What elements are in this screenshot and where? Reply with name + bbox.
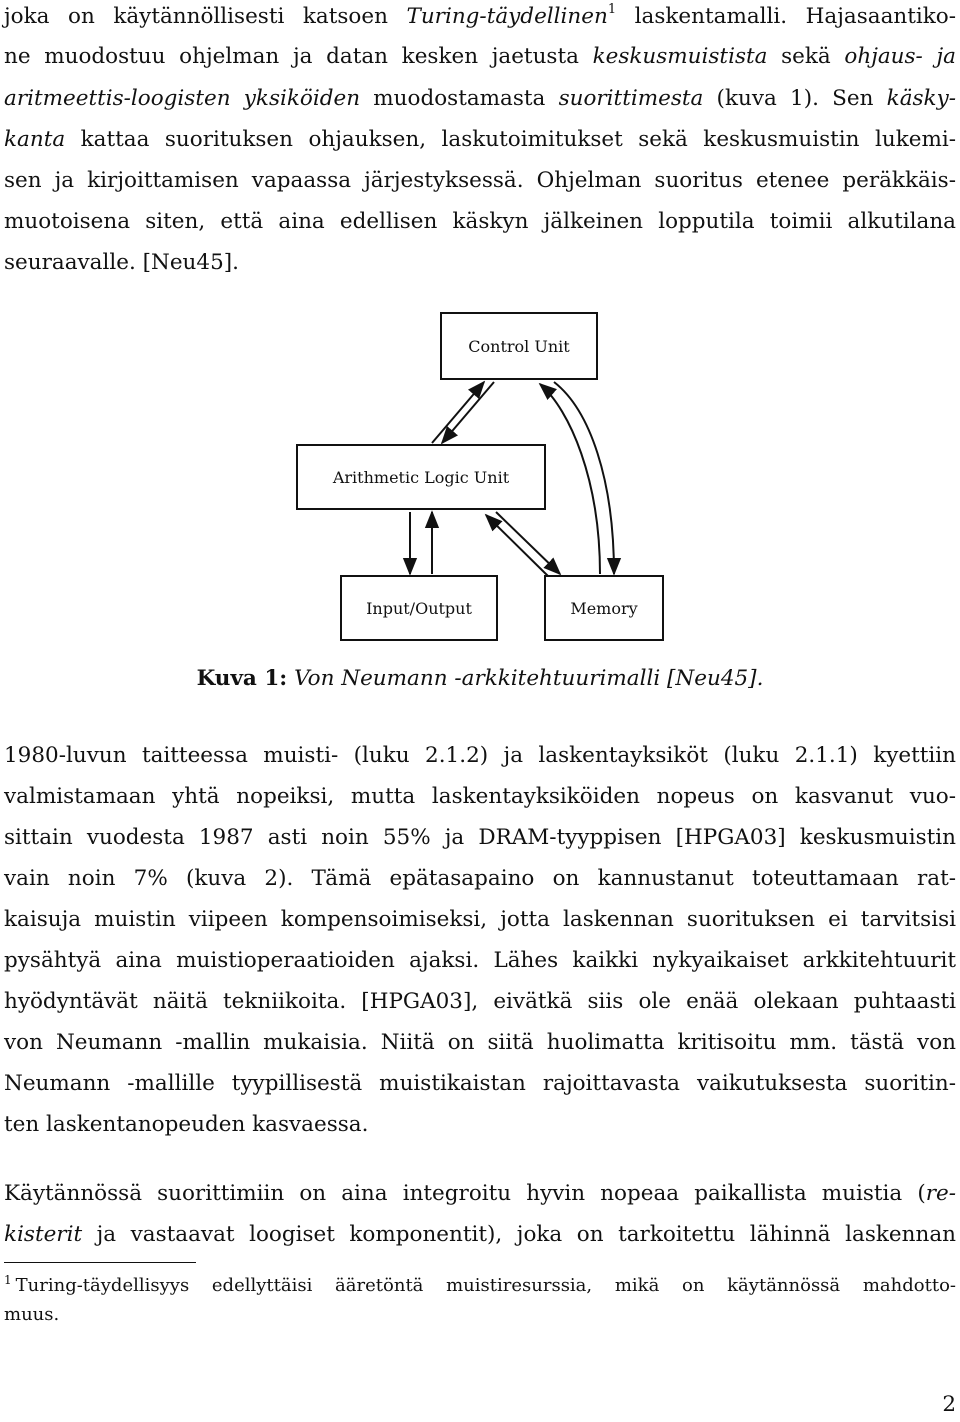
paragraph2-line1: 1980-luvun taitteessa muisti- (luku 2.1.2) ja laskentayksiköt (luku 2.1.1) kyettiin: [4, 743, 956, 768]
paragraph2-line4: vain noin 7% (kuva 2). Tämä epätasapaino on kannustanut toteuttamaan rat-: [4, 866, 956, 891]
paragraph2-line10: ten laskentanopeuden kasvaessa.: [4, 1112, 369, 1137]
alu-label: Arithmetic Logic Unit: [332, 467, 510, 487]
paragraph2-line7: hyödyntävät näitä tekniikoita. [HPGA03], eivätkä siis ole enää olekaan puhtaasti: [4, 989, 956, 1014]
caption-text: Von Neumann -arkkitehtuurimalli [Neu45].: [294, 666, 764, 691]
paragraph1-line1: joka on käytännöllisesti katsoen Turing-täydellinen$^1$ laskentamalli. Hajasaantiko-: [4, 1, 956, 29]
paragraph2-line5: kaisuja muistin viipeen kompensoimiseksi, jotta laskennan suorituksen ei tarvitsisi: [4, 907, 956, 932]
caption-label: Kuva 1:: [196, 666, 288, 691]
arrow-memory-to-alu: [486, 515, 550, 578]
paragraph3-line2: kisterit ja vastaavat loogiset komponentit), joka on tarkoitettu lähinnä laskennan: [4, 1222, 956, 1247]
footnote-line1: $^1$ Turing-täydellisyys edellyttäisi ääretöntä muistiresurssia, mikä on käytännössä mahdotto-: [4, 1273, 956, 1296]
paragraph2-line9: Neumann -mallille tyypillisestä muistikaistan rajoittavasta vaikutuksesta suoritin-: [4, 1071, 956, 1096]
io-label: Input/Output: [366, 598, 472, 618]
von-neumann-diagram: [0, 300, 960, 660]
paragraph2-line2: valmistamaan yhtä nopeiksi, mutta laskentayksiköiden nopeus on kasvanut vuo-: [4, 784, 956, 809]
memory-box: [544, 575, 664, 641]
paragraph1-line5: sen ja kirjoittamisen vapaassa järjestyksessä. Ohjelman suoritus etenee peräkkäis-: [4, 168, 956, 193]
footnote-mark: 1: [4, 1273, 12, 1287]
paragraph1-line4: kanta kattaa suorituksen ohjauksen, laskutoimitukset sekä keskusmuistin lukemi-: [4, 127, 956, 152]
paragraph1-line3: aritmeettis-loogisten yksiköiden muodostamasta suorittimesta (kuva 1). Sen käsky-: [4, 86, 956, 111]
footnote-line2: muus.: [4, 1304, 60, 1325]
paragraph1-line7: seuraavalle. [Neu45].: [4, 250, 239, 275]
arrow-cu-to-alu: [442, 382, 494, 443]
alu-box: [296, 444, 546, 510]
io-box: [340, 575, 498, 641]
paragraph1-line2: ne muodostuu ohjelman ja datan kesken jaetusta keskusmuistista sekä ohjaus- ja: [4, 44, 956, 69]
paragraph3-line1: Käytännössä suorittimiin on aina integroitu hyvin nopeaa paikallista muistia (re-: [4, 1181, 956, 1206]
paragraph1-line6: muotoisena siten, että aina edellisen käskyn jälkeinen lopputila toimii alkutilana: [4, 209, 956, 234]
memory-label: Memory: [570, 598, 638, 618]
arrow-alu-to-cu: [432, 382, 484, 443]
page-number: 2: [942, 1392, 956, 1417]
footnote-rule: [4, 1262, 196, 1263]
paragraph2-line3: sittain vuodesta 1987 asti noin 55% ja DRAM-tyyppisen [HPGA03] keskusmuistin: [4, 825, 956, 850]
control-unit-label: Control Unit: [468, 336, 570, 356]
control-unit-box: [440, 312, 598, 380]
arrow-alu-to-memory: [496, 512, 560, 574]
arrow-memory-to-cu: [540, 384, 600, 574]
figure-caption: [0, 664, 960, 694]
paragraph2-line6: pysähtyä aina muistioperaatioiden ajaksi. Lähes kaikki nykyaikaiset arkkitehtuurit: [4, 948, 956, 973]
paragraph2-line8: von Neumann -mallin mukaisia. Niitä on siitä huolimatta kritisoitu mm. tästä von: [4, 1030, 956, 1055]
